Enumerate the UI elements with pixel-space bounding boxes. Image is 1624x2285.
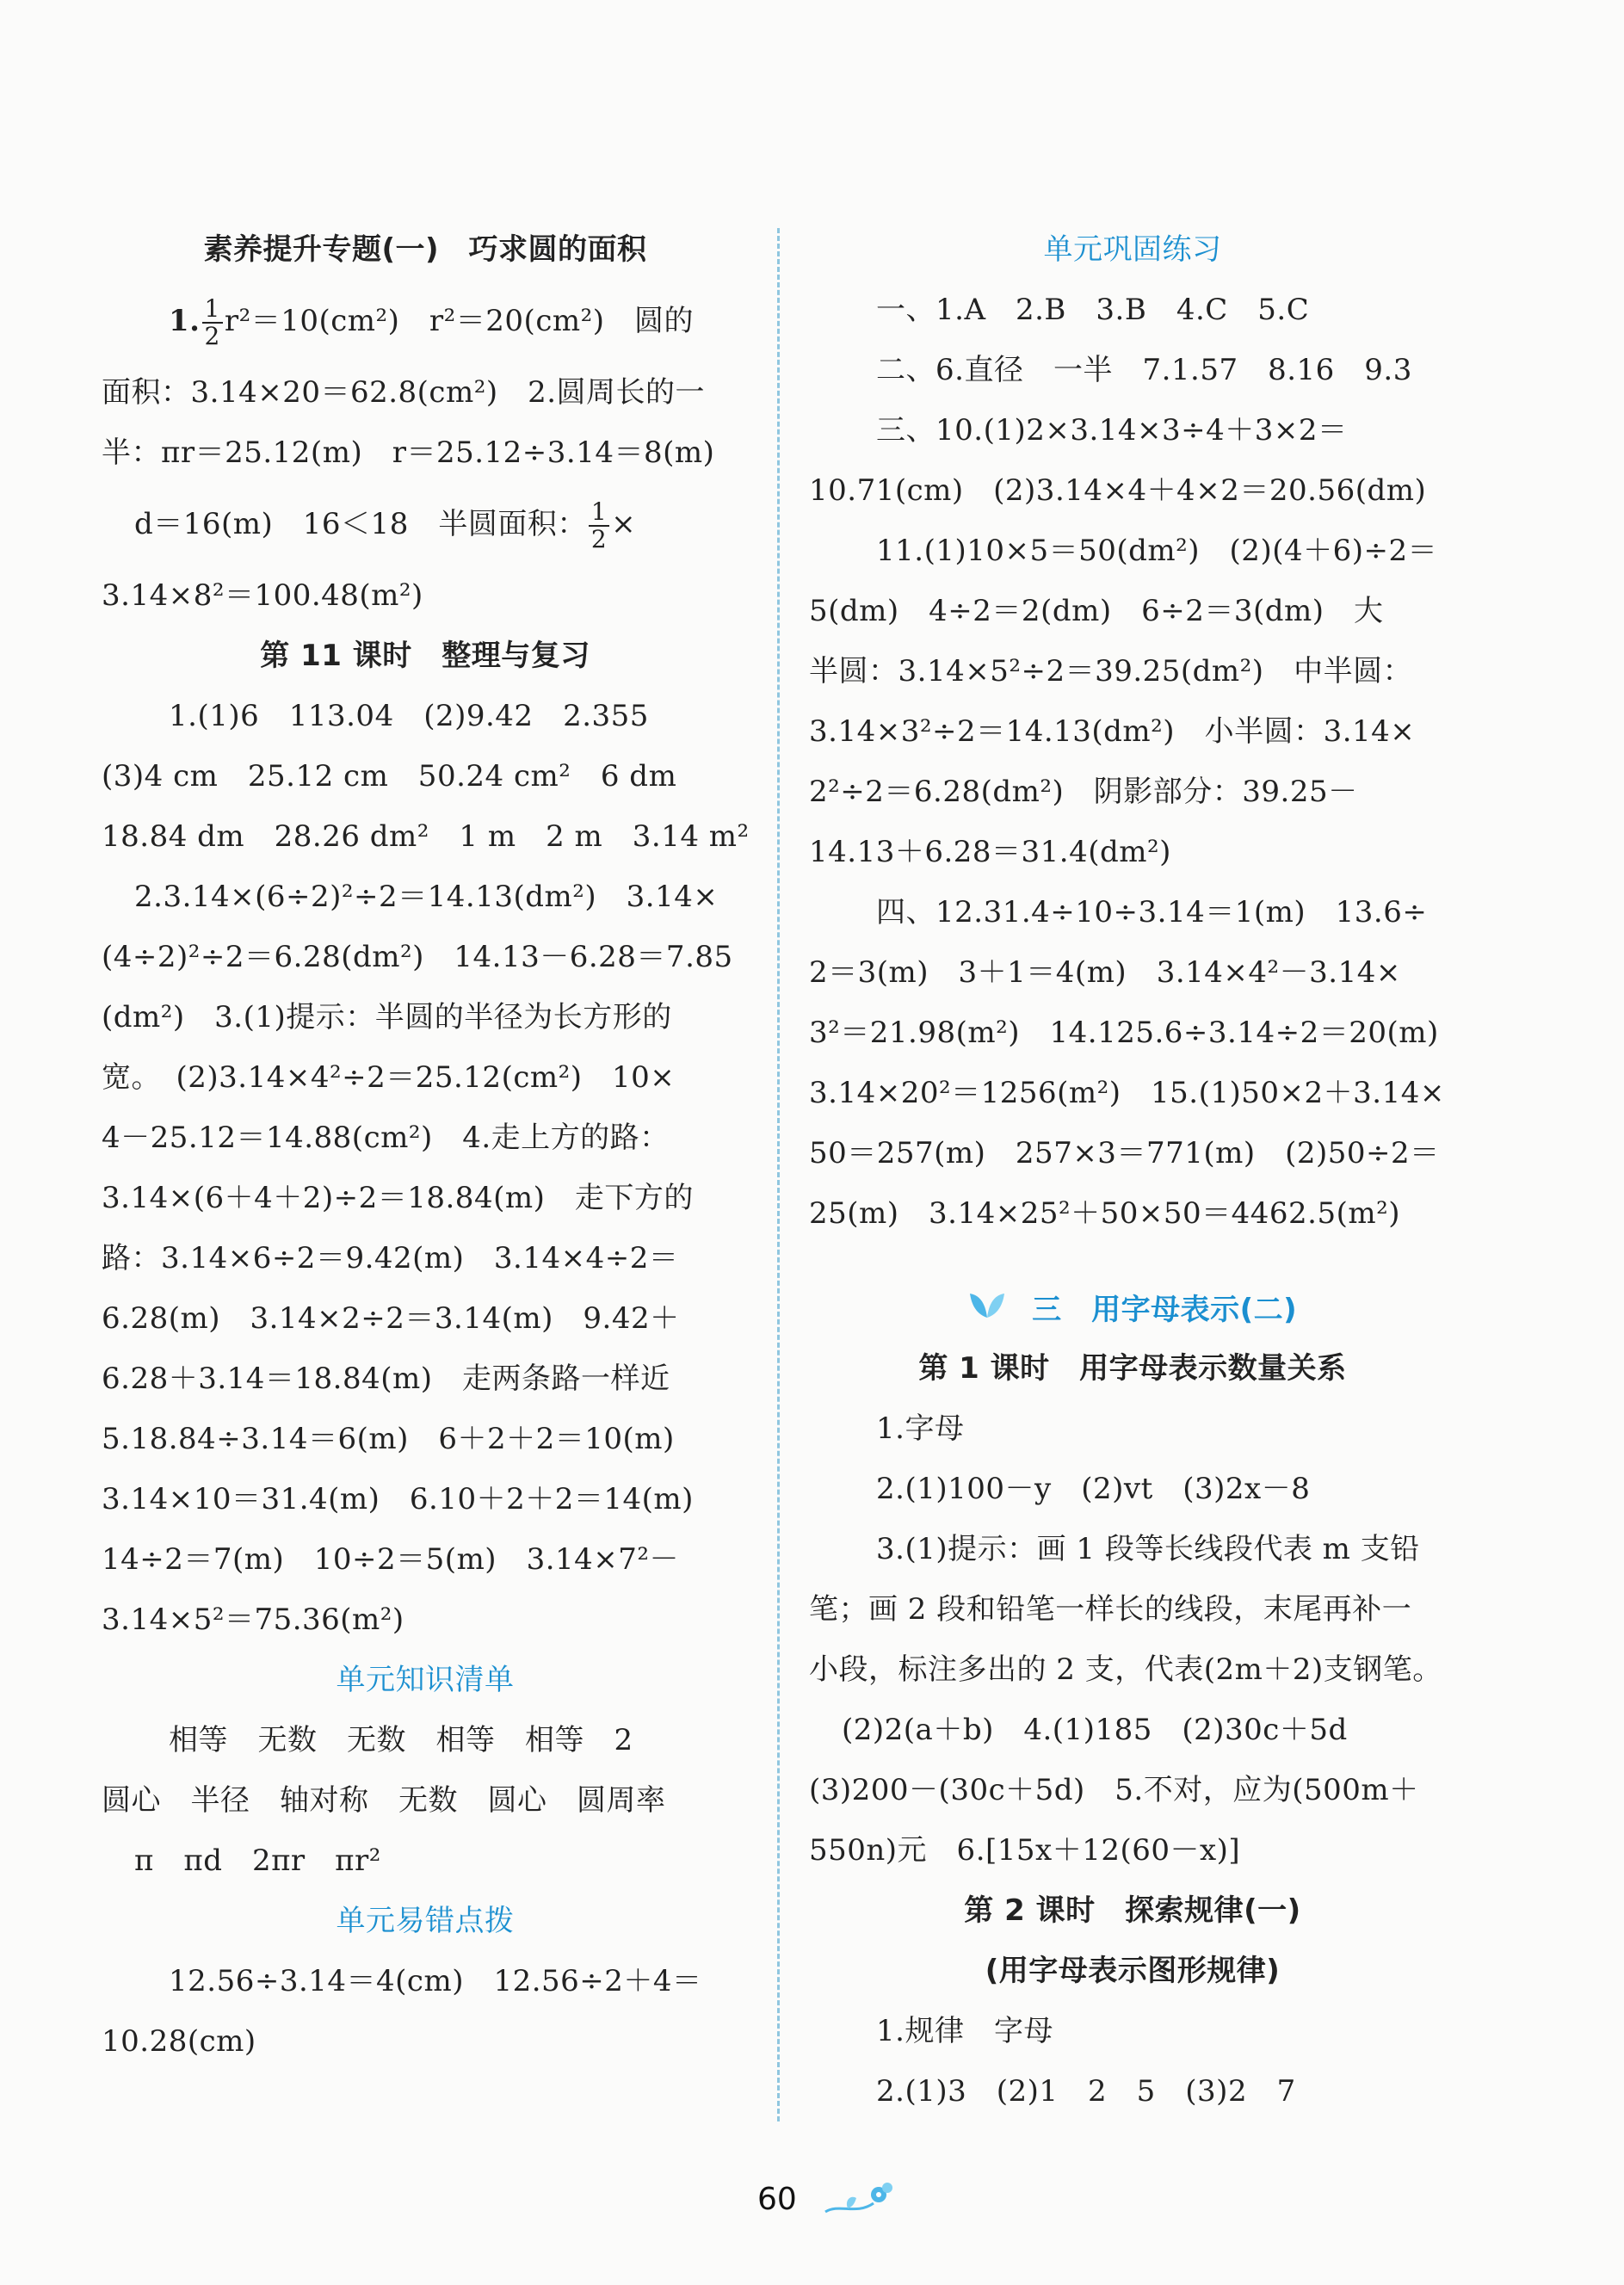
answer-line: π πd 2πr πr²: [134, 1843, 381, 1878]
lesson-1-title: 第 1 课时 用字母表示数量关系: [918, 1351, 1347, 1386]
answer-line: 一、1.A 2.B 3.B 4.C 5.C: [876, 293, 1310, 327]
answer-line: 相等 无数 无数 相等 相等 2: [169, 1723, 633, 1757]
answer-line: 12.56÷3.14＝4(cm) 12.56÷2＋4＝: [169, 1964, 702, 1998]
answer-line: 二、6.直径 一半 7.1.57 8.16 9.3: [876, 353, 1412, 387]
answer-line: 14.13＋6.28＝31.4(dm²): [809, 835, 1171, 869]
answer-line: [102, 280, 749, 362]
fraction-denominator: 2: [590, 525, 608, 553]
answer-number: 1.: [169, 304, 201, 338]
answer-line: 三、10.(1)2×3.14×3÷4＋3×2＝: [876, 413, 1348, 448]
lesson-2-subtitle: (用字母表示图形规律): [985, 1954, 1281, 1988]
answer-line: 3.(1)提示：画 1 段等长线段代表 m 支铅: [876, 1532, 1420, 1566]
answer-line: 1.规律 字母: [876, 2014, 1053, 2048]
answer-text: r²＝10(cm²) r²＝20(cm²) 圆的: [224, 304, 695, 338]
answer-line: 10.28(cm): [102, 2024, 256, 2059]
answer-line: 3²＝21.98(m²) 14.125.6÷3.14÷2＝20(m): [809, 1016, 1439, 1050]
answer-line: 14÷2＝7(m) 10÷2＝5(m) 3.14×7²－: [102, 1542, 680, 1577]
lesson-2-title: 第 2 课时 探索规律(一): [964, 1893, 1301, 1928]
answer-line: 面积：3.14×20＝62.8(cm²) 2.圆周长的一: [102, 375, 706, 410]
answer-line: 18.84 dm 28.26 dm² 1 m 2 m 3.14 m²: [102, 819, 750, 854]
answer-line: 半圆：3.14×5²÷2＝39.25(dm²) 中半圆：: [809, 654, 1413, 689]
answer-line: 笔；画 2 段和铅笔一样长的线段，末尾再补一: [809, 1592, 1412, 1627]
answer-line: 3.14×(6＋4＋2)÷2＝18.84(m) 走下方的: [102, 1181, 694, 1215]
flower-vine-icon: [822, 2177, 899, 2224]
answer-line: 小段，标注多出的 2 支，代表(2m＋2)支钢笔。: [809, 1652, 1442, 1687]
column-divider: [777, 228, 780, 2121]
unit-practice-title: 单元巩固练习: [1043, 232, 1222, 267]
answer-line: (dm²) 3.(1)提示：半圆的半径为长方形的: [102, 1000, 672, 1034]
answer-line: 2²÷2＝6.28(dm²) 阴影部分：39.25－: [809, 775, 1358, 809]
answer-text: d＝16(m) 16＜18 半圆面积：: [134, 507, 587, 541]
answer-line: 路：3.14×6÷2＝9.42(m) 3.14×4÷2＝: [102, 1241, 679, 1275]
answer-line: 6.28(m) 3.14×2÷2＝3.14(m) 9.42＋: [102, 1301, 680, 1336]
special-topic-title: 素养提升专题(一) 巧求圆的面积: [203, 232, 647, 267]
answer-line: 4－25.12＝14.88(cm²) 4.走上方的路：: [102, 1121, 670, 1155]
answer-line: 50＝257(m) 257×3＝771(m) (2)50÷2＝: [809, 1136, 1440, 1170]
answer-line: 6.28＋3.14＝18.84(m) 走两条路一样近: [102, 1362, 670, 1396]
answer-line: 550n)元 6.[15x＋12(60－x)]: [809, 1833, 1241, 1868]
lesson-11-answers: [102, 686, 749, 1650]
answer-line: 3.14×10＝31.4(m) 6.10＋2＋2＝14(m): [102, 1482, 694, 1516]
unit-3-title-text: 三 用字母表示(二): [1032, 1292, 1298, 1327]
answer-line: 1.字母: [876, 1411, 965, 1446]
unit-3-title: [809, 1278, 1456, 1338]
answer-line: 3.14×20²＝1256(m²) 15.(1)50×2＋3.14×: [809, 1076, 1445, 1110]
unit-practice-answers: [809, 280, 1456, 1244]
answer-text: ×: [611, 507, 637, 541]
fraction-numerator: 1: [589, 499, 609, 527]
fraction-denominator: 2: [204, 322, 220, 350]
answer-line: 5.18.84÷3.14＝6(m) 6＋2＋2＝10(m): [102, 1422, 675, 1456]
answer-line: 3.14×5²＝75.36(m²): [102, 1603, 404, 1637]
answer-line: 半：πr＝25.12(m) r＝25.12÷3.14＝8(m): [102, 435, 715, 470]
answer-line: 3.14×8²＝100.48(m²): [102, 578, 423, 613]
answer-line: 圆心 半径 轴对称 无数 圆心 圆周率: [102, 1783, 666, 1818]
page-number: 60: [757, 2182, 797, 2217]
lesson-11-title: 第 11 课时 整理与复习: [260, 639, 590, 673]
answer-line: 11.(1)10×5＝50(dm²) (2)(4＋6)÷2＝: [876, 534, 1438, 568]
answer-line: (2)2(a＋b) 4.(1)185 (2)30c＋5d: [842, 1713, 1348, 1747]
leaf-icon: [968, 1280, 1006, 1340]
answer-line: 25(m) 3.14×25²＋50×50＝4462.5(m²): [809, 1196, 1400, 1231]
answer-line: 2.(1)100－y (2)vt (3)2x－8: [876, 1472, 1311, 1506]
answer-line: 2.(1)3 (2)1 2 5 (3)2 7: [876, 2074, 1296, 2109]
answer-line: 宽。 (2)3.14×4²÷2＝25.12(cm²) 10×: [102, 1060, 676, 1095]
answer-line: 3.14×3²÷2＝14.13(dm²) 小半圆：3.14×: [809, 714, 1416, 749]
answer-line: (4÷2)²÷2＝6.28(dm²) 14.13－6.28＝7.85: [102, 940, 733, 974]
fraction: [589, 499, 609, 553]
fraction-numerator: 1: [202, 296, 223, 324]
left-column: [102, 219, 749, 2072]
mistake-tips-title: 单元易错点拨: [336, 1904, 515, 1938]
answer-line: 2＝3(m) 3＋1＝4(m) 3.14×4²－3.14×: [809, 955, 1401, 990]
answer-line: 2.3.14×(6÷2)²÷2＝14.13(dm²) 3.14×: [134, 880, 719, 914]
answer-line: 5(dm) 4÷2＝2(dm) 6÷2＝3(dm) 大: [809, 594, 1384, 628]
answer-line: (3)200－(30c＋5d) 5.不对，应为(500m＋: [809, 1773, 1419, 1807]
answer-line: 1.(1)6 113.04 (2)9.42 2.355: [169, 699, 649, 733]
answer-line: 10.71(cm) (2)3.14×4＋4×2＝20.56(dm): [809, 473, 1427, 508]
answer-line: (3)4 cm 25.12 cm 50.24 cm² 6 dm: [102, 759, 677, 794]
answer-line: 四、12.31.4÷10÷3.14＝1(m) 13.6÷: [876, 895, 1428, 929]
right-column: [809, 219, 1456, 2121]
fraction: [202, 296, 223, 349]
answer-line: [102, 483, 749, 565]
knowledge-list-title: 单元知识清单: [336, 1663, 515, 1697]
